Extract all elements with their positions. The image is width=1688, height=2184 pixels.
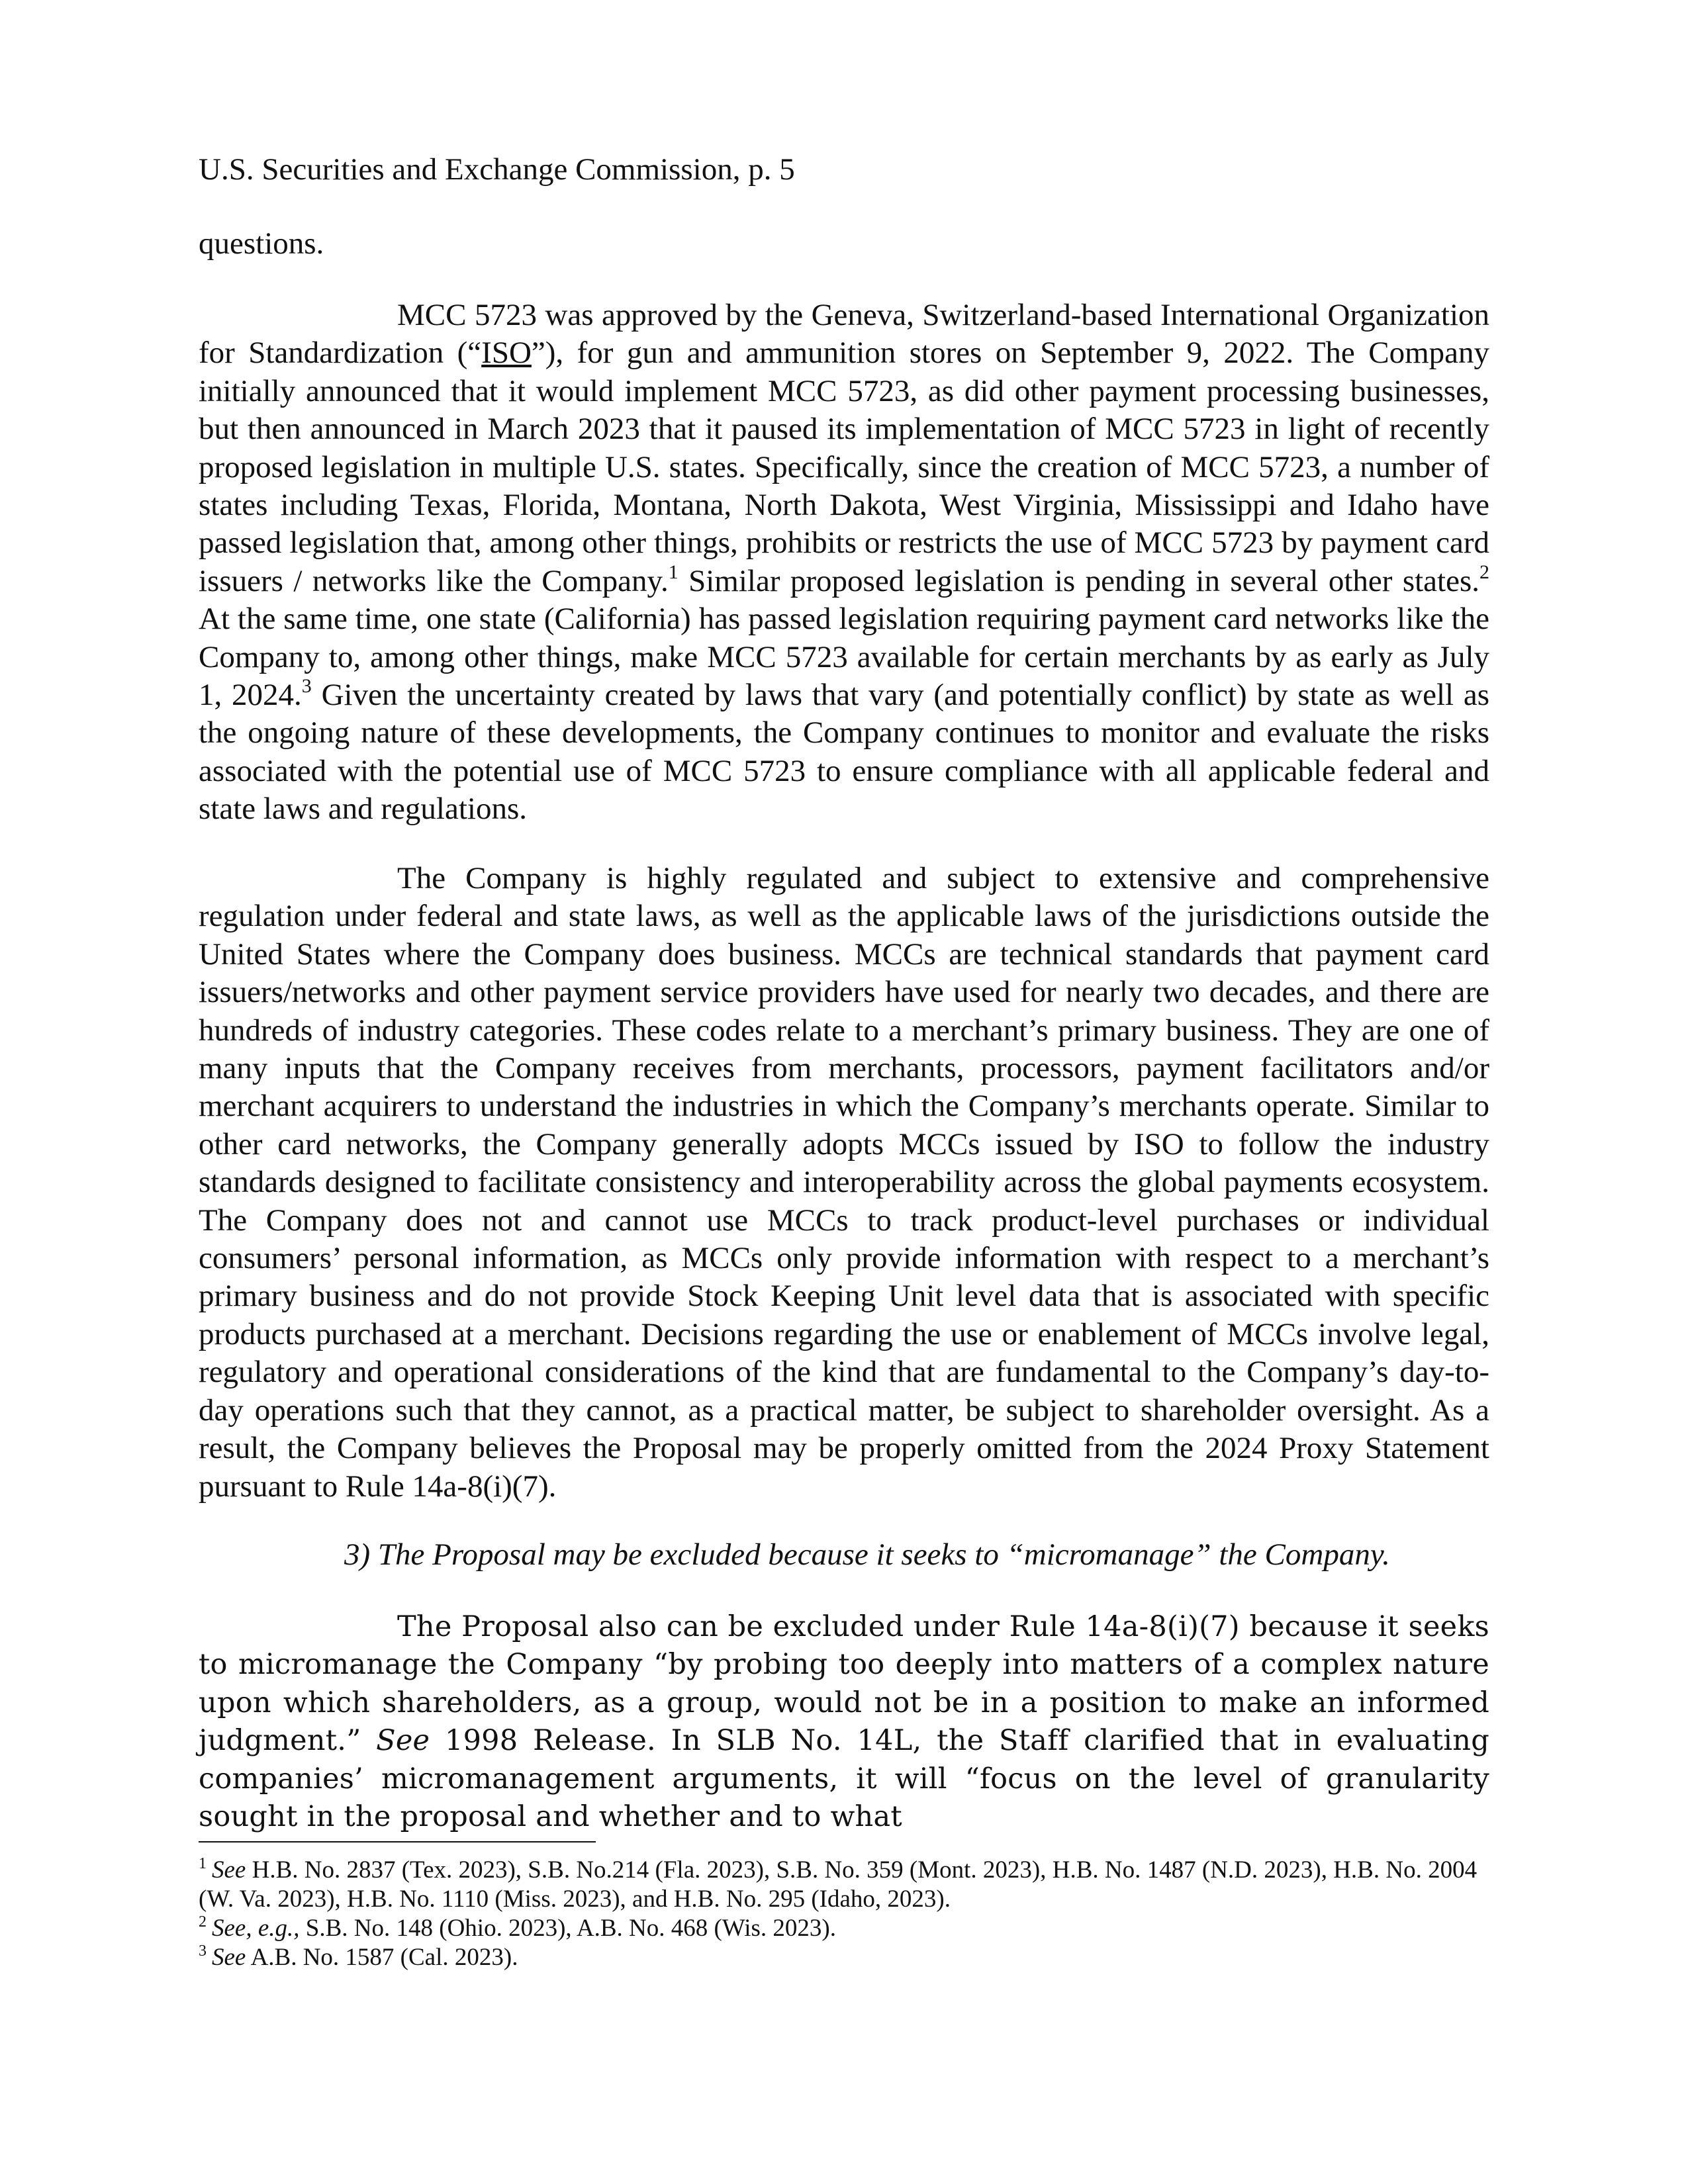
footnote-text: A.B. No. 1587 (Cal. 2023).: [246, 1944, 518, 1971]
paragraph-micromanage: [199, 1608, 1489, 1836]
paragraph-text: Similar proposed legislation is pending in several other states.: [678, 563, 1479, 598]
footnote-text: S.B. No. 148 (Ohio. 2023), A.B. No. 468 (Wis. 2023).: [299, 1915, 836, 1942]
running-head: U.S. Securities and Exchange Commission, p. 5: [199, 152, 795, 187]
paragraph-text: The Proposal also can be excluded under Rule 14a-8(i)(7) because it seeks to micromanage the Company “by probing too deeply into matters of a complex nature upon which shareholders, as a group, would not be in a position to make an informed judgment.”: [199, 1610, 1489, 1758]
paragraph-text: The Company is highly regulated and subject to extensive and comprehensive regulation under federal and state laws, as well as the applicable laws of the jurisdictions outside the United States where the Company does business. MCCs are technical standards that payment card issuers/networks and other payment service providers have used for nearly two decades, and there are hundreds of industry categories. These codes relate to a merchant’s primary business. They are one of many inputs that the Company receives from merchants, processors, payment facilitators and/or merchant acquirers to understand the industries in which the Company’s merchants operate. Similar to other card networks, the Company generally adopts MCCs issued by ISO to follow the industry standards designed to facilitate consistency and interoperability across the global payments ecosystem. The Company does not and cannot use MCCs to track product-level purchases or individual consumers’ personal information, as MCCs only provide information with respect to a merchant’s primary business and do not provide Stock Keeping Unit level data that is associated with specific products purchased at a merchant. Decisions regarding the use or enablement of MCCs involve legal, regulatory and operational considerations of the kind that are fundamental to the Company’s day-to-day operations such that they cannot, as a practical matter, be subject to shareholder oversight. As a result, the Company believes the Proposal may be properly omitted from the 2024 Proxy Statement pursuant to Rule 14a-8(i)(7).: [199, 861, 1489, 1504]
paragraph-mcc-5723: [199, 296, 1489, 829]
paragraph-text: MCC 5723 was approved by the Geneva, Switzerland-based International Organization for Standardization (“: [199, 298, 1489, 371]
footnote-mark: 2: [199, 1913, 207, 1931]
paragraph-text: Given the uncertainty created by laws that vary (and potentially conflict) by state as well as the ongoing nature of these developments, the Company continues to monitor and evaluate the risks associated with the potential use of MCC 5723 to ensure compliance with all applicable federal and state laws and regulations.: [199, 678, 1489, 827]
footnote-2: [199, 1914, 1496, 1943]
paragraph-text: At the same time, one state (California) has passed legislation requiring payment card networks like the Company to, among other things, make MCC 5723 available for certain merchants by as early as July 1, 2024.: [199, 602, 1489, 713]
iso-defined-term: ISO: [481, 336, 532, 371]
footnote-mark: 1: [199, 1855, 207, 1872]
citation-signal: See: [212, 1944, 246, 1971]
paragraph-text: 1998 Release. In SLB No. 14L, the Staff clarified that in evaluating companies’ micromanagement arguments, it will “focus on the level of granularity sought in the proposal and whether and to what: [199, 1724, 1490, 1834]
footnote-text: H.B. No. 2837 (Tex. 2023), S.B. No.214 (Fla. 2023), S.B. No. 359 (Mont. 2023), H.B. No. 1487 (N.D. 2023), H.B. No. 2004 (W. Va. 2023), H.B. No. 1110 (Miss. 2023), and H.B. No. 295 (Idaho, 2023).: [199, 1856, 1477, 1913]
footnotes: [199, 1856, 1496, 1972]
footnote-separator: [199, 1841, 596, 1843]
paragraph-continuation: questions.: [199, 226, 324, 261]
section-heading-micromanage: 3) The Proposal may be excluded because it seeks to “micromanage” the Company.: [344, 1537, 1390, 1572]
citation-signal: See: [376, 1724, 430, 1758]
footnote-ref-1[interactable]: 1: [668, 561, 679, 583]
paragraph-text: ”), for gun and ammunition stores on September 9, 2022. The Company initially announced that it would implement MCC 5723, as did other payment processing businesses, but then announced in March 2023 that it paused its implementation of MCC 5723 in light of recently proposed legislation in multiple U.S. states. Specifically, since the creation of MCC 5723, a number of states including Texas, Florida, Montana, North Dakota, West Virginia, Mississippi and Idaho have passed legislation that, among other things, prohibits or restricts the use of MCC 5723 by payment card issuers / networks like the Company.: [199, 336, 1489, 598]
footnote-mark: 3: [199, 1942, 207, 1960]
paragraph-highly-regulated: [199, 860, 1489, 1506]
citation-signal: See, e.g.,: [212, 1915, 300, 1942]
footnote-1: [199, 1856, 1496, 1914]
footnote-ref-2[interactable]: 2: [1479, 561, 1489, 583]
citation-signal: See: [212, 1856, 246, 1884]
footnote-3: [199, 1943, 1496, 1972]
footnote-ref-3[interactable]: 3: [301, 675, 312, 698]
